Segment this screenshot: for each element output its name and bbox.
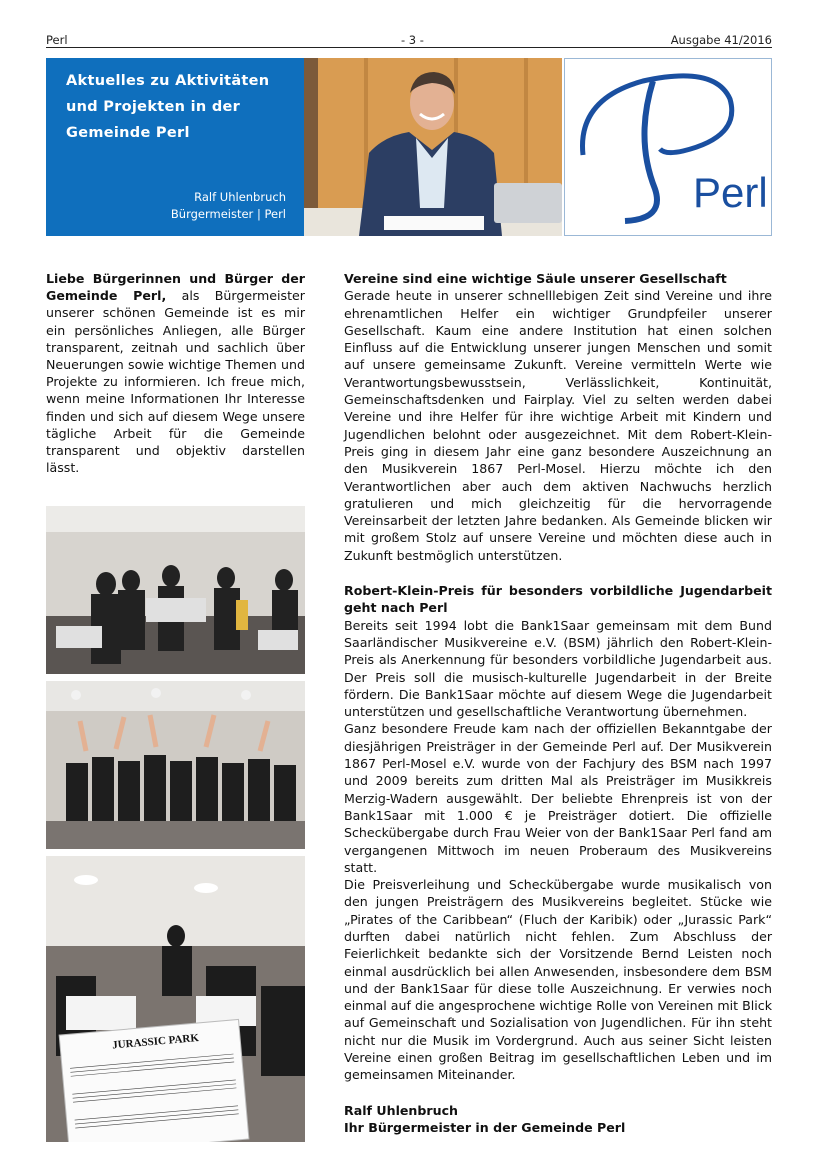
banner-title-line-1: Aktuelles zu Aktivitäten <box>66 73 270 89</box>
header-divider <box>46 47 772 48</box>
main-article <box>344 270 772 1136</box>
signature-name: Ralf Uhlenbruch <box>344 1102 459 1118</box>
perl-logo-mark <box>565 59 771 235</box>
photo-cheque-presentation <box>46 506 305 674</box>
banner-title-box <box>46 58 304 236</box>
section2-paragraph-1: Bereits seit 1994 lobt die Bank1Saar gemeinsam mit dem Bund Saarländischer Musikvereine e.V. (BSM) jährlich den Robert-Klein-Preis als Anerkennung für besonders vorbildliche Jugendarbeit aus. Der Preis soll die musisch-kulturelle Jugendarbeit in der Breite fördern. Die Bank1Saar möchte auf diesem Wege die Jugendarbeit unterstützen und gesellschaftliche Verantwortung übernehmen. <box>344 617 772 720</box>
header-left: Perl <box>46 33 68 47</box>
page-header <box>46 33 772 47</box>
intro-lead: Liebe Bürgerinnen und Bürger der Gemeinde Perl, <box>46 271 305 304</box>
sheet-music-title: JURASSIC PARK <box>111 1031 200 1052</box>
mayor-photo <box>304 58 562 236</box>
photo-group-cheering <box>46 681 305 849</box>
photo-orchestra-sheet-music <box>46 856 305 1142</box>
banner <box>46 58 772 236</box>
banner-role: Bürgermeister | Perl <box>170 207 286 221</box>
banner-name: Ralf Uhlenbruch <box>194 190 286 204</box>
perl-logo <box>564 58 772 236</box>
banner-title-line-3: Gemeinde Perl <box>66 125 190 141</box>
signature-title: Ihr Bürgermeister in der Gemeinde Perl <box>344 1119 626 1135</box>
logo-text: Perl <box>693 169 768 216</box>
page-number: - 3 - <box>401 33 424 47</box>
section1-text: Gerade heute in unserer schnelllebigen Zeit sind Vereine und ihre ehrenamtlichen Helfer ein wichtiger Grundpfeiler unserer Gesellschaft. Kaum eine andere Institution hat einen solchen Einfluss auf die Entwicklung unserer jungen Menschen und somit auf unsere gemeinsame Zukunft. Vereine vermitteln Werte wie Verantwortungsbewusstsein, Verlässlichkeit, Kontinuität, Gemeinschaftsdenken und Fairplay. Viel zu selten werden dabei Vereine und ihre Helfer für ihre wichtige Arbeit mit Kindern und Jugendlichen belohnt oder ausgezeichnet. Mit dem Robert-Klein-Preis ging in diesem Jahr eine ganz besondere Auszeichnung an den Musikverein 1867 Perl-Mosel. Hierzu möchte ich den Verantwortlichen aber auch dem aktiven Nachwuchs herzlich gratulieren und mich gleichzeitig für die hervorragende Vereinsarbeit der letzten Jahre bedanken. Als Gemeinde blicken wir mit großem Stolz auf unsere Vereine und möchten diese auch in Zukunft bestmöglich unterstützen. <box>344 288 772 563</box>
mayor-illustration <box>304 58 562 236</box>
intro-text <box>46 270 305 476</box>
section2-heading: Robert-Klein-Preis für besonders vorbildliche Jugendarbeit geht nach Perl <box>344 583 772 616</box>
section2-paragraph-2: Ganz besondere Freude kam nach der offiziellen Bekanntgabe der diesjährigen Preisträger in der Gemeinde Perl auf. Der Musikverein 1867 Perl-Mosel e.V. wurde von der Fachjury des BSM nach 1997 und 2009 bereits zum dritten Mal als Preisträger im Musikkreis Merzig-Wadern ausgewählt. Der beliebte Ehrenpreis ist von der Bank1Saar mit 1.000 € je Preisträger dotiert. Die offizielle Scheckübergabe durch Frau Weier von der Bank1Saar Perl fand am vergangenen Mittwoch im neuen Proberaum des Musikvereins statt. <box>344 721 772 875</box>
section1-heading: Vereine sind eine wichtige Säule unserer Gesellschaft <box>344 271 727 286</box>
banner-title-line-2: und Projekten in der <box>66 99 241 115</box>
issue-label: Ausgabe 41/2016 <box>670 33 772 47</box>
section2-paragraph-3: Die Preisverleihung und Scheckübergabe wurde musikalisch von den jungen Preisträgern des Musikvereins begleitet. Stücke wie „Pirates of the Caribbean“ (Fluch der Karibik) oder „Jurassic Park“ durften dabei natürlich nicht fehlen. Zum Abschluss der Feierlichkeit bedankte sich der Vorsitzende Bernd Leisten noch einmal ausdrücklich bei allen Anwesenden, insbesondere dem BSM und der Bank1Saar für diese tolle Auszeichnung. Er verwies noch einmal auf die angesprochene wichtige Rolle von Vereinen mit Blick auf Gemeinschaft und Sozialisation von Jugendlichen. Für ihn steht nicht nur die Musik im Vordergrund. Auch aus seiner Sicht leisten Vereine einen großen Beitrag im gesellschaftlichen Leben und im gemeinsamen Miteinander. <box>344 877 772 1083</box>
intro-body: als Bürgermeister unserer schönen Gemeinde ist es mir ein persönliches Anliegen, alle Bürger transparent, zeitnah und sachlich über Neuerungen sowie wichtige Themen und Projekte zu informieren. Ich freue mich, wenn meine Informationen Ihr Interesse finden und sich auf diesem Wege unsere tägliche Arbeit für die Gemeinde transparent und objektiv darstellen lässt. <box>46 288 305 476</box>
